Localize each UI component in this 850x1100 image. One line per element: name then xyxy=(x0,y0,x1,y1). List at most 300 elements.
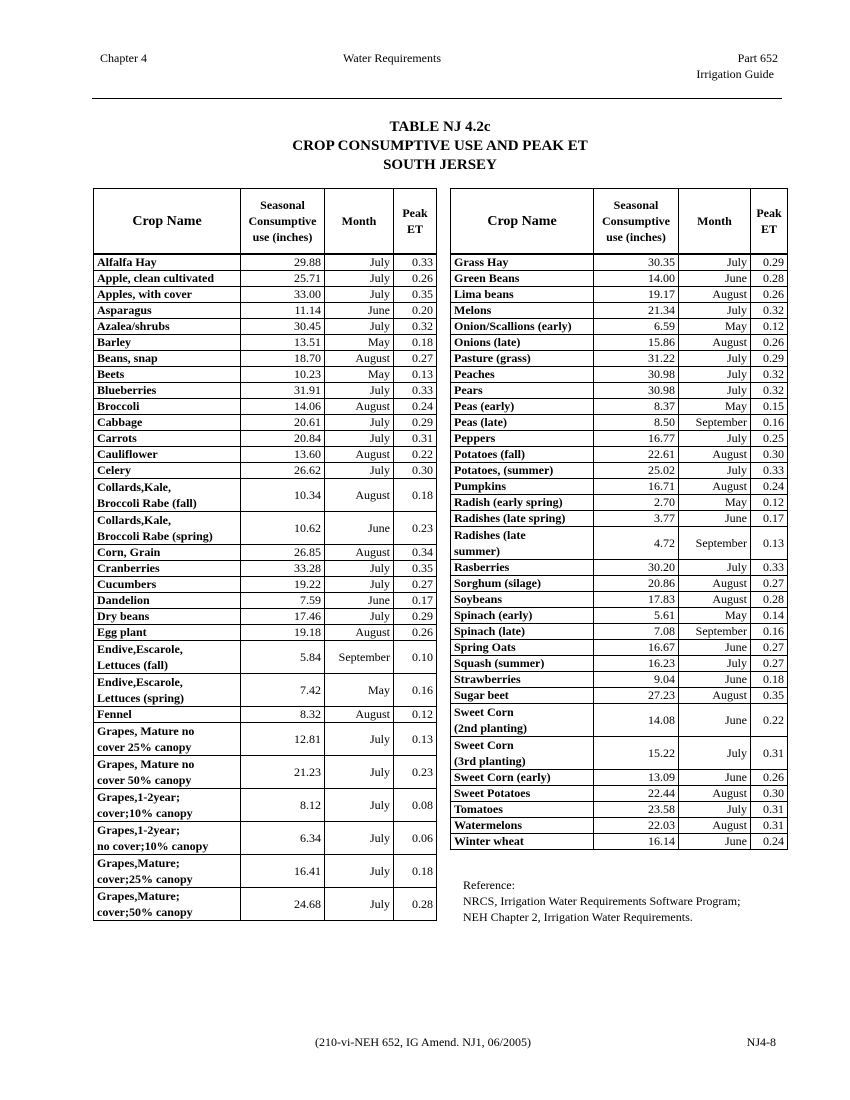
table-row xyxy=(94,287,437,303)
seasonal-use-cell: 21.34 xyxy=(594,303,679,319)
table-row xyxy=(94,707,437,723)
reference-note xyxy=(463,877,763,925)
month-cell: June xyxy=(679,704,751,737)
month-cell: May xyxy=(679,495,751,511)
table-row xyxy=(451,704,788,737)
seasonal-use-cell: 10.34 xyxy=(241,479,325,512)
table-row xyxy=(451,560,788,576)
month-cell: July xyxy=(679,560,751,576)
table-row xyxy=(94,463,437,479)
crop-name: Collards,Kale, xyxy=(97,480,171,494)
peak-et-cell: 0.16 xyxy=(751,624,788,640)
month-cell: August xyxy=(679,576,751,592)
seasonal-use-cell: 12.81 xyxy=(241,723,325,756)
table-row xyxy=(451,431,788,447)
peak-et-cell: 0.32 xyxy=(751,367,788,383)
seasonal-use-cell: 33.00 xyxy=(241,287,325,303)
table-row xyxy=(451,656,788,672)
table-row xyxy=(451,688,788,704)
crop-name: Spring Oats xyxy=(454,640,516,654)
seasonal-use-cell: 6.34 xyxy=(241,822,325,855)
seasonal-use-cell: 13.51 xyxy=(241,335,325,351)
crop-name-cell xyxy=(94,561,241,577)
crop-name: Beets xyxy=(97,367,125,381)
seasonal-use-cell: 5.84 xyxy=(241,641,325,674)
crop-name-cell xyxy=(94,287,241,303)
crop-name: Radish (early spring) xyxy=(454,495,563,509)
month-cell: July xyxy=(325,271,394,287)
month-cell: August xyxy=(679,688,751,704)
peak-et-cell: 0.32 xyxy=(751,303,788,319)
peak-et-cell: 0.27 xyxy=(394,577,437,593)
seasonal-use-cell: 7.08 xyxy=(594,624,679,640)
crop-name-cell xyxy=(451,688,594,704)
crop-name: Grapes,1-2year; xyxy=(97,823,180,837)
peak-et-cell: 0.13 xyxy=(751,527,788,560)
peak-et-cell: 0.18 xyxy=(394,335,437,351)
peak-et-cell: 0.26 xyxy=(751,287,788,303)
crop-name-cell xyxy=(451,254,594,271)
month-cell: August xyxy=(679,592,751,608)
seasonal-use-cell: 16.71 xyxy=(594,479,679,495)
seasonal-use-cell: 7.42 xyxy=(241,674,325,707)
month-cell: June xyxy=(679,271,751,287)
crop-name-cell xyxy=(94,399,241,415)
peak-et-cell: 0.29 xyxy=(394,609,437,625)
peak-et-cell: 0.20 xyxy=(394,303,437,319)
table-row xyxy=(451,351,788,367)
crop-name: Strawberries xyxy=(454,672,521,686)
crop-name: Pears xyxy=(454,383,483,397)
column-header-crop-name: Crop Name xyxy=(94,189,241,255)
seasonal-use-cell: 25.02 xyxy=(594,463,679,479)
crop-name: Sweet Corn (early) xyxy=(454,770,551,784)
peak-et-cell: 0.10 xyxy=(394,641,437,674)
table-row xyxy=(451,415,788,431)
crop-name-cell xyxy=(94,383,241,399)
crop-name-cell xyxy=(451,303,594,319)
crop-name-cell xyxy=(451,351,594,367)
crop-name-cell xyxy=(94,789,241,822)
crop-name-cell xyxy=(451,415,594,431)
seasonal-use-cell: 17.83 xyxy=(594,592,679,608)
crop-name-cell xyxy=(451,640,594,656)
crop-name-cell xyxy=(94,351,241,367)
seasonal-use-cell: 16.23 xyxy=(594,656,679,672)
table-row xyxy=(94,431,437,447)
peak-et-cell: 0.26 xyxy=(751,770,788,786)
peak-et-cell: 0.30 xyxy=(394,463,437,479)
crop-name-cell xyxy=(94,707,241,723)
peak-et-cell: 0.14 xyxy=(751,608,788,624)
seasonal-use-cell: 8.37 xyxy=(594,399,679,415)
crop-name: Cabbage xyxy=(97,415,143,429)
crop-name-line-2: summer) xyxy=(454,544,500,558)
seasonal-use-cell: 30.35 xyxy=(594,254,679,271)
seasonal-use-cell: 16.67 xyxy=(594,640,679,656)
crop-name: Melons xyxy=(454,303,492,317)
seasonal-use-cell: 26.85 xyxy=(241,545,325,561)
crop-table-left xyxy=(93,188,437,921)
crop-name-cell xyxy=(451,463,594,479)
crop-name: Potatoes, (summer) xyxy=(454,463,554,477)
peak-et-cell: 0.24 xyxy=(394,399,437,415)
month-cell: June xyxy=(679,672,751,688)
table-row xyxy=(451,254,788,271)
crop-name: Apple, clean cultivated xyxy=(97,271,214,285)
table-row xyxy=(451,624,788,640)
table-row xyxy=(451,319,788,335)
crop-name: Pasture (grass) xyxy=(454,351,531,365)
peak-et-cell: 0.13 xyxy=(394,367,437,383)
table-row xyxy=(94,254,437,271)
month-cell: September xyxy=(679,624,751,640)
crop-name: Spinach (late) xyxy=(454,624,526,638)
peak-et-cell: 0.33 xyxy=(751,560,788,576)
crop-name-line-2: (2nd planting) xyxy=(454,721,528,735)
peak-et-cell: 0.15 xyxy=(751,399,788,415)
seasonal-use-cell: 16.77 xyxy=(594,431,679,447)
peak-et-cell: 0.35 xyxy=(394,561,437,577)
table-row xyxy=(451,271,788,287)
crop-name-line-2: cover 25% canopy xyxy=(97,740,192,754)
month-cell: August xyxy=(325,351,394,367)
seasonal-use-cell: 2.70 xyxy=(594,495,679,511)
month-cell: August xyxy=(679,335,751,351)
month-cell: July xyxy=(325,756,394,789)
month-cell: July xyxy=(325,723,394,756)
peak-et-cell: 0.16 xyxy=(394,674,437,707)
table-row xyxy=(451,576,788,592)
month-cell: July xyxy=(325,609,394,625)
crop-name-cell xyxy=(451,834,594,850)
table-row xyxy=(451,737,788,770)
peak-et-cell: 0.35 xyxy=(394,287,437,303)
crop-name-cell xyxy=(94,625,241,641)
month-cell: June xyxy=(679,511,751,527)
peak-et-cell: 0.26 xyxy=(394,625,437,641)
peak-et-cell: 0.23 xyxy=(394,512,437,545)
table-row xyxy=(451,303,788,319)
table-row xyxy=(451,640,788,656)
month-cell: July xyxy=(679,254,751,271)
peak-et-cell: 0.27 xyxy=(751,576,788,592)
crop-name-line-2: cover;10% canopy xyxy=(97,806,193,820)
seasonal-use-cell: 27.23 xyxy=(594,688,679,704)
crop-name-cell xyxy=(94,367,241,383)
seasonal-use-cell: 33.28 xyxy=(241,561,325,577)
crop-name: Sweet Corn xyxy=(454,738,514,752)
month-cell: September xyxy=(679,527,751,560)
peak-et-cell: 0.35 xyxy=(751,688,788,704)
crop-name: Soybeans xyxy=(454,592,503,606)
crop-name: Spinach (early) xyxy=(454,608,533,622)
month-cell: June xyxy=(325,512,394,545)
month-cell: July xyxy=(679,383,751,399)
crop-name: Onions (late) xyxy=(454,335,521,349)
month-cell: June xyxy=(679,770,751,786)
crop-name-cell xyxy=(94,888,241,921)
crop-name-cell xyxy=(451,431,594,447)
reference-text: NRCS, Irrigation Water Requirements Software Program; NEH Chapter 2, Irrigation Water Requirements. xyxy=(463,894,741,924)
table-row xyxy=(94,399,437,415)
table-row xyxy=(94,303,437,319)
seasonal-use-cell: 30.98 xyxy=(594,383,679,399)
crop-name-line-2: (3rd planting) xyxy=(454,754,526,768)
crop-name-line-2: cover 50% canopy xyxy=(97,773,192,787)
peak-et-cell: 0.26 xyxy=(751,335,788,351)
month-cell: July xyxy=(679,367,751,383)
table-row xyxy=(94,888,437,921)
peak-et-cell: 0.25 xyxy=(751,431,788,447)
seasonal-use-cell: 14.08 xyxy=(594,704,679,737)
crop-name: Endive,Escarole, xyxy=(97,675,183,689)
seasonal-use-cell: 10.62 xyxy=(241,512,325,545)
crop-name: Lima beans xyxy=(454,287,514,301)
month-cell: June xyxy=(325,303,394,319)
month-cell: September xyxy=(325,641,394,674)
table-title-line-3: SOUTH JERSEY xyxy=(383,157,497,173)
table-title-line-1: TABLE NJ 4.2c xyxy=(389,119,491,135)
seasonal-use-cell: 7.59 xyxy=(241,593,325,609)
month-cell: May xyxy=(325,367,394,383)
month-cell: August xyxy=(325,707,394,723)
table-row xyxy=(94,641,437,674)
crop-name: Beans, snap xyxy=(97,351,158,365)
table-row xyxy=(94,271,437,287)
month-cell: August xyxy=(679,287,751,303)
peak-et-cell: 0.18 xyxy=(394,479,437,512)
seasonal-use-cell: 21.23 xyxy=(241,756,325,789)
peak-et-cell: 0.16 xyxy=(751,415,788,431)
peak-et-cell: 0.33 xyxy=(394,254,437,271)
column-header-peak-et: Peak ET xyxy=(751,189,788,255)
month-cell: July xyxy=(325,822,394,855)
seasonal-use-cell: 19.17 xyxy=(594,287,679,303)
crop-name-cell xyxy=(451,383,594,399)
table-row xyxy=(94,512,437,545)
peak-et-cell: 0.28 xyxy=(751,592,788,608)
crop-name: Potatoes (fall) xyxy=(454,447,525,461)
table-row xyxy=(94,625,437,641)
crop-name-line-2: cover;25% canopy xyxy=(97,872,193,886)
peak-et-cell: 0.31 xyxy=(394,431,437,447)
table-row xyxy=(94,855,437,888)
table-row xyxy=(451,495,788,511)
crop-name: Grapes,Mature; xyxy=(97,856,180,870)
month-cell: August xyxy=(679,447,751,463)
crop-name: Tomatoes xyxy=(454,802,503,816)
crop-name: Peas (late) xyxy=(454,415,507,429)
seasonal-use-cell: 19.22 xyxy=(241,577,325,593)
crop-name-cell xyxy=(451,802,594,818)
seasonal-use-cell: 22.03 xyxy=(594,818,679,834)
crop-name-cell xyxy=(94,674,241,707)
table-row xyxy=(451,447,788,463)
crop-name-cell xyxy=(451,399,594,415)
crop-name-cell xyxy=(94,431,241,447)
month-cell: August xyxy=(325,399,394,415)
month-cell: July xyxy=(325,888,394,921)
seasonal-use-cell: 15.22 xyxy=(594,737,679,770)
crop-name-cell xyxy=(451,818,594,834)
peak-et-cell: 0.27 xyxy=(751,656,788,672)
seasonal-use-cell: 18.70 xyxy=(241,351,325,367)
peak-et-cell: 0.26 xyxy=(394,271,437,287)
table-row xyxy=(94,723,437,756)
column-header-month: Month xyxy=(325,189,394,255)
month-cell: August xyxy=(679,818,751,834)
table-row xyxy=(451,479,788,495)
crop-name-cell xyxy=(94,319,241,335)
crop-name-cell xyxy=(451,447,594,463)
crop-name-line-2: no cover;10% canopy xyxy=(97,839,209,853)
crop-name: Barley xyxy=(97,335,131,349)
crop-name-cell xyxy=(94,641,241,674)
crop-name: Cranberries xyxy=(97,561,160,575)
footer-page-number: NJ4-8 xyxy=(746,1035,776,1049)
crop-name: Rasberries xyxy=(454,560,510,574)
seasonal-use-cell: 16.14 xyxy=(594,834,679,850)
crop-name: Pumpkins xyxy=(454,479,507,493)
table-title xyxy=(0,118,850,175)
crop-name-cell xyxy=(451,335,594,351)
month-cell: August xyxy=(679,479,751,495)
header-rule xyxy=(92,98,782,99)
seasonal-use-cell: 16.41 xyxy=(241,855,325,888)
seasonal-use-cell: 13.60 xyxy=(241,447,325,463)
seasonal-use-cell: 22.44 xyxy=(594,786,679,802)
crop-table-right xyxy=(450,188,788,850)
peak-et-cell: 0.31 xyxy=(751,737,788,770)
month-cell: June xyxy=(679,640,751,656)
table-row xyxy=(94,561,437,577)
month-cell: July xyxy=(325,789,394,822)
footer-citation: (210-vi-NEH 652, IG Amend. NJ1, 06/2005) xyxy=(315,1035,531,1049)
seasonal-use-cell: 31.91 xyxy=(241,383,325,399)
peak-et-cell: 0.12 xyxy=(751,495,788,511)
table-row xyxy=(451,592,788,608)
reference-label: Reference: xyxy=(463,878,515,892)
table-row xyxy=(451,802,788,818)
header-guide: Irrigation Guide xyxy=(696,67,774,81)
seasonal-use-cell: 30.98 xyxy=(594,367,679,383)
peak-et-cell: 0.17 xyxy=(751,511,788,527)
table-row xyxy=(451,367,788,383)
seasonal-use-cell: 24.68 xyxy=(241,888,325,921)
crop-name-line-2: Broccoli Rabe (spring) xyxy=(97,529,213,543)
table-row xyxy=(451,399,788,415)
month-cell: May xyxy=(325,674,394,707)
seasonal-use-cell: 14.06 xyxy=(241,399,325,415)
peak-et-cell: 0.31 xyxy=(751,818,788,834)
peak-et-cell: 0.23 xyxy=(394,756,437,789)
peak-et-cell: 0.12 xyxy=(394,707,437,723)
table-row xyxy=(94,479,437,512)
crop-name: Apples, with cover xyxy=(97,287,192,301)
peak-et-cell: 0.13 xyxy=(394,723,437,756)
crop-name: Celery xyxy=(97,463,131,477)
crop-name-cell xyxy=(451,287,594,303)
crop-name-cell xyxy=(94,593,241,609)
crop-name-cell xyxy=(94,545,241,561)
month-cell: July xyxy=(679,737,751,770)
crop-name-cell xyxy=(451,737,594,770)
table-row xyxy=(94,447,437,463)
seasonal-use-cell: 8.50 xyxy=(594,415,679,431)
seasonal-use-cell: 9.04 xyxy=(594,672,679,688)
crop-name-cell xyxy=(94,756,241,789)
peak-et-cell: 0.32 xyxy=(394,319,437,335)
month-cell: July xyxy=(325,431,394,447)
table-row xyxy=(94,415,437,431)
crop-name: Fennel xyxy=(97,707,132,721)
seasonal-use-cell: 10.23 xyxy=(241,367,325,383)
table-row xyxy=(94,367,437,383)
month-cell: July xyxy=(325,577,394,593)
table-row xyxy=(94,335,437,351)
table-row xyxy=(94,756,437,789)
seasonal-use-cell: 31.22 xyxy=(594,351,679,367)
crop-name-cell xyxy=(451,527,594,560)
month-cell: July xyxy=(325,254,394,271)
crop-name: Grapes,1-2year; xyxy=(97,790,180,804)
peak-et-cell: 0.18 xyxy=(751,672,788,688)
crop-name-cell xyxy=(94,855,241,888)
crop-name-cell xyxy=(451,704,594,737)
crop-name: Sorghum (silage) xyxy=(454,576,541,590)
crop-name: Radishes (late spring) xyxy=(454,511,566,525)
crop-name: Sweet Potatoes xyxy=(454,786,531,800)
crop-name: Alfalfa Hay xyxy=(97,255,157,269)
month-cell: July xyxy=(325,319,394,335)
column-header-month: Month xyxy=(679,189,751,255)
crop-name-line-2: Broccoli Rabe (fall) xyxy=(97,496,197,510)
crop-name-cell xyxy=(94,577,241,593)
crop-name: Azalea/shrubs xyxy=(97,319,170,333)
crop-name: Endive,Escarole, xyxy=(97,642,183,656)
month-cell: May xyxy=(325,335,394,351)
column-header-seasonal-use: Seasonal Consumptive use (inches) xyxy=(241,189,325,255)
column-header-seasonal-use: Seasonal Consumptive use (inches) xyxy=(594,189,679,255)
crop-name: Sweet Corn xyxy=(454,705,514,719)
table-row xyxy=(451,608,788,624)
crop-name-line-2: cover;50% canopy xyxy=(97,905,193,919)
column-header-crop-name: Crop Name xyxy=(451,189,594,255)
seasonal-use-cell: 30.20 xyxy=(594,560,679,576)
crop-name-cell xyxy=(94,609,241,625)
seasonal-use-cell: 4.72 xyxy=(594,527,679,560)
peak-et-cell: 0.28 xyxy=(394,888,437,921)
peak-et-cell: 0.18 xyxy=(394,855,437,888)
header-part: Part 652 xyxy=(737,51,778,65)
crop-name-cell xyxy=(451,624,594,640)
crop-name-cell xyxy=(451,495,594,511)
seasonal-use-cell: 13.09 xyxy=(594,770,679,786)
seasonal-use-cell: 20.84 xyxy=(241,431,325,447)
seasonal-use-cell: 3.77 xyxy=(594,511,679,527)
seasonal-use-cell: 8.12 xyxy=(241,789,325,822)
seasonal-use-cell: 19.18 xyxy=(241,625,325,641)
crop-name-cell xyxy=(94,479,241,512)
crop-name: Grapes, Mature no xyxy=(97,724,195,738)
table-row xyxy=(451,511,788,527)
table-row xyxy=(94,319,437,335)
crop-name-cell xyxy=(94,822,241,855)
crop-name: Onion/Scallions (early) xyxy=(454,319,572,333)
column-header-peak-et: Peak ET xyxy=(394,189,437,255)
seasonal-use-cell: 26.62 xyxy=(241,463,325,479)
